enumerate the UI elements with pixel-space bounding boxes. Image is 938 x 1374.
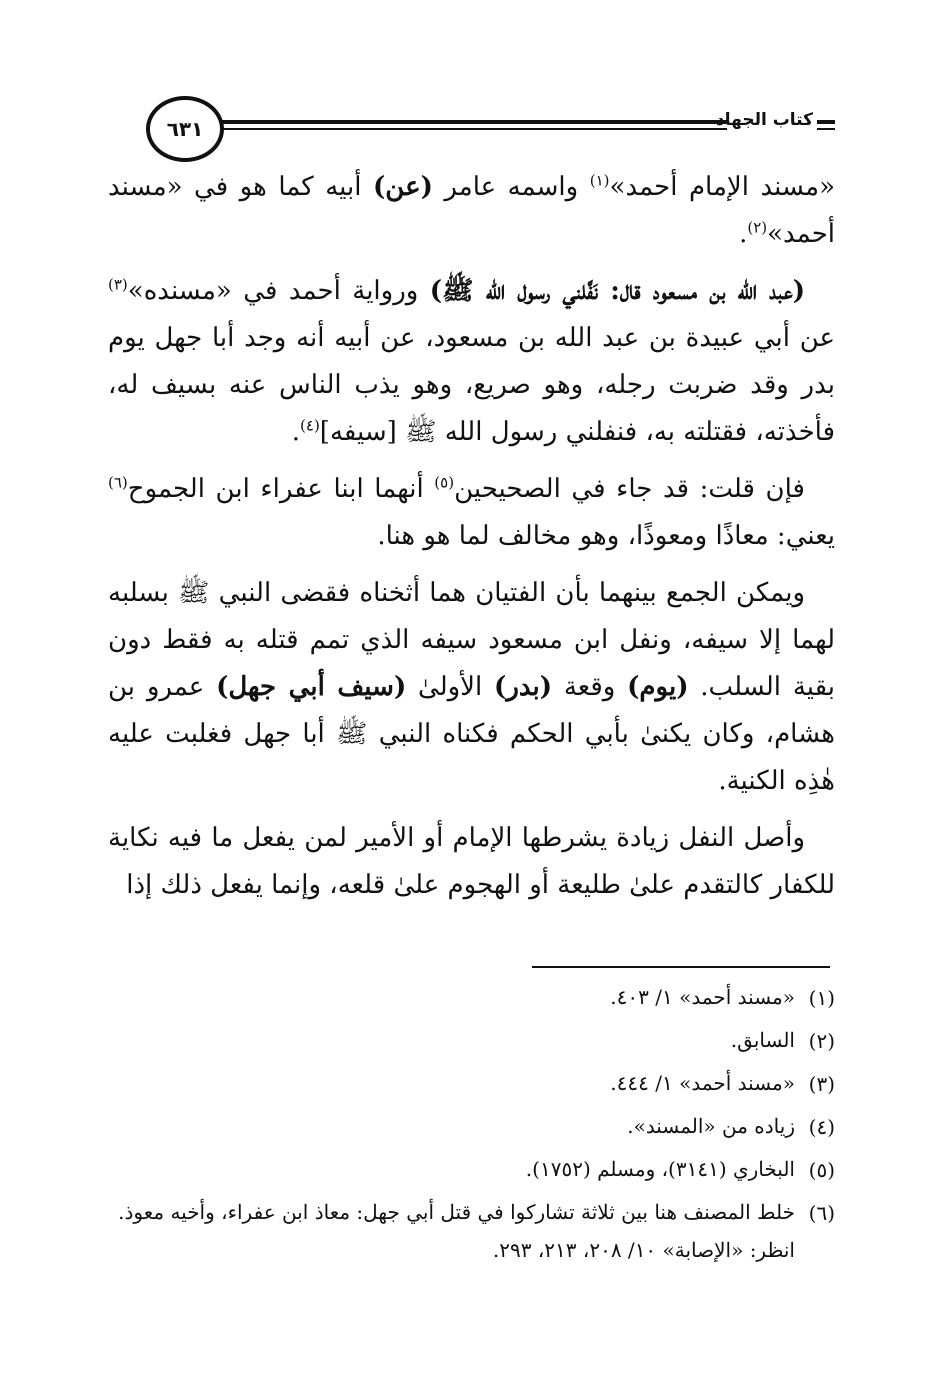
text-run: وأصل النفل زيادة يشرطها الإمام أو الأمير لمن يفعل ما فيه نكاية للكفار كالتقدم علىٰ طليعة أو الهجوم علىٰ قلعه، وإنما يفعل ذلك إذا [108, 823, 835, 900]
footnote-ref[interactable]: (٦) [108, 473, 128, 492]
footnote-ref[interactable]: (٢) [747, 218, 768, 237]
bold-run: (بدر) [494, 672, 553, 702]
footnote-separator [532, 966, 830, 968]
footnote-ref[interactable]: (٥) [434, 473, 455, 492]
footnotes [108, 978, 835, 1272]
footnote-number: (٤) [808, 1115, 835, 1139]
text-run: . [739, 219, 748, 249]
text-run: عن أبي عبيدة بن عبد الله بن مسعود، عن أبيه أنه وجد أبا جهل يوم بدر وقد ضربت رجله، وهو صريع، وهو يذب الناس عنه بسيف له، فأخذته، فقتلته به، فنفلني رسول الله ﷺ [سيفه] [108, 323, 835, 447]
page-header [108, 96, 835, 162]
text-run: ورواية أحمد في «مسنده» [127, 276, 430, 306]
footnote [108, 1193, 835, 1269]
footnote [108, 1150, 835, 1190]
footnote-number: (٦) [808, 1201, 835, 1225]
text-run: يعني: معاذًا ومعوذًا، وهو مخالف لما هو هنا. [377, 521, 835, 551]
footnote-text: السابق. [730, 1028, 795, 1052]
text-run: وقعة [552, 672, 628, 702]
footnote-ref[interactable]: (٣) [108, 275, 128, 294]
footnote-number: (٣) [808, 1072, 835, 1096]
paragraph [108, 466, 835, 560]
text-run: عمرو بن هشام، وكان يكنىٰ بأبي الحكم فكناه النبي ﷺ أبا جهل فغلبت عليه هٰذِه الكنية. [108, 672, 835, 796]
footnote-number: (٥) [808, 1158, 835, 1182]
text-run: أبيه كما هو في «مسند أحمد» [108, 172, 835, 249]
paragraph [108, 570, 835, 805]
text-run: الأولىٰ [406, 672, 495, 702]
paragraph [108, 164, 835, 258]
paragraph [108, 815, 835, 909]
text-run: فإن قلت: قد جاء في الصحيحين [454, 474, 805, 504]
text-run: واسمه عامر [432, 172, 590, 202]
footnote-number: (٢) [808, 1029, 835, 1053]
header-rule-thick [148, 120, 727, 124]
text-run: ويمكن الجمع بينهما بأن الفتيان هما أثخناه فقضى النبي ﷺ بسلبه لهما إلا سيفه، ونفل ابن مسعود سيفه الذي تمم قتله به فقط دون بقية السلب. [108, 578, 835, 702]
footnote [108, 978, 835, 1018]
footnote [108, 1021, 835, 1061]
footnote-text: البخاري (٣١٤١)، ومسلم (١٧٥٢). [525, 1157, 795, 1181]
text-run: «مسند الإمام أحمد» [609, 172, 835, 202]
footnote-text: خلط المصنف هنا بين ثلاثة تشاركوا في قتل أبي جهل: معاذ ابن عفراء، وأخيه معوذ. انظر: «الإصابة» ١٠/ ٢٠٨، ٢١٣، ٢٩٣. [118, 1200, 795, 1262]
footnote [108, 1107, 835, 1147]
header-rule-thin [148, 128, 727, 130]
bold-run: (عن) [372, 172, 433, 202]
header-rule-end-thin [817, 128, 835, 130]
bold-run: (سيف أبي جهل) [216, 672, 407, 702]
paragraph [108, 268, 835, 456]
footnote-number: (١) [808, 986, 835, 1010]
text-run: أنهما ابنا عفراء ابن الجموح [127, 474, 435, 504]
footnote-text: «مسند أحمد» ١/ ٤٠٣. [610, 985, 795, 1009]
footnote-ref[interactable]: (٤) [300, 416, 320, 435]
footnote-ref[interactable]: (١) [589, 171, 610, 190]
footnote [108, 1064, 835, 1104]
footnote-text: «مسند أحمد» ١/ ٤٤٤. [610, 1071, 795, 1095]
footnote-text: زياده من «المسند». [627, 1114, 795, 1138]
main-text [108, 164, 835, 919]
header-rule-end-thick [817, 120, 835, 124]
page-number: ٦٣١ [146, 96, 224, 162]
bold-run: (يوم) [627, 672, 689, 702]
text-run: . [291, 417, 301, 447]
bold-run: (عبد الله بن مسعود قال: نَفَّلني رسول الله ﷺ) [429, 276, 805, 306]
book-title: كتاب الجهاد [715, 110, 813, 130]
